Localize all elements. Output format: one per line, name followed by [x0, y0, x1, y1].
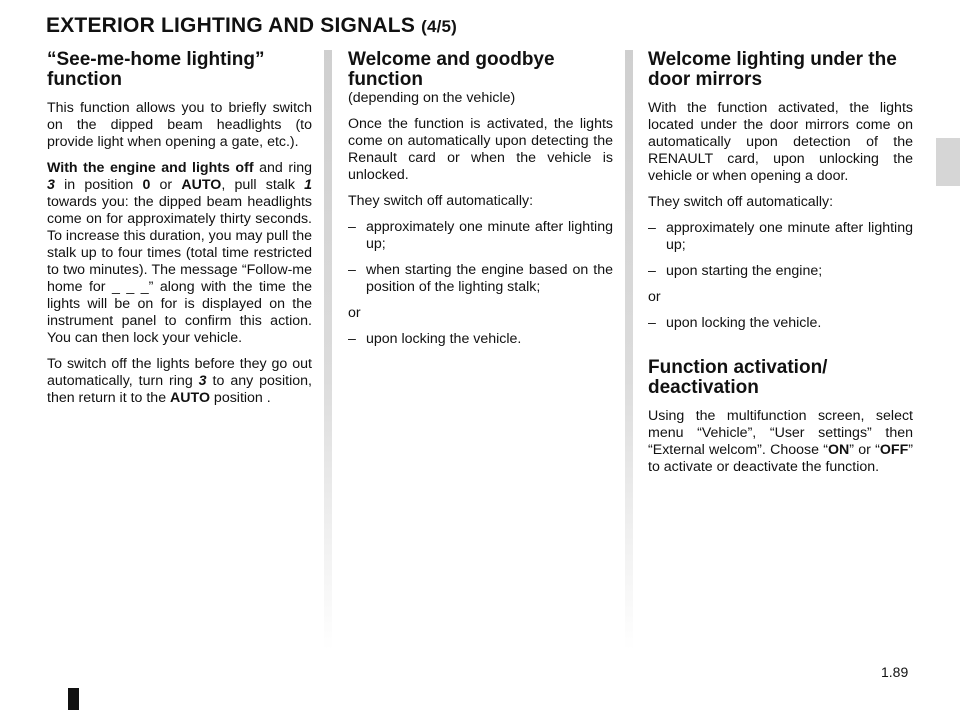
heading-mirror-lighting: Welcome lighting under the door mirrors — [648, 49, 897, 90]
position-auto: AUTO — [170, 390, 210, 406]
stalk-number: 1 — [304, 177, 313, 193]
see-me-home-instructions: With the engine and lights off and ring 3 in position 0 or AUTO, pull stalk 1 towards you: the dipped beam headlights come on for approximately thirty seconds. To increase this duration, you may pull the stalk up to four times (total time restricted to two minutes). The message “Follow-me home for _ _ _” along with the time the lights will be on for is displayed on the instrument panel to confirm this action. You can then lock your vehicle. — [47, 160, 313, 346]
option-off: OFF — [879, 442, 909, 458]
heading-welcome-goodbye: Welcome and goodbye function — [348, 49, 555, 90]
list-item: – upon locking the vehicle. — [348, 331, 613, 348]
position-zero: 0 — [142, 177, 151, 193]
ring-number: 3 — [198, 373, 207, 389]
option-on: ON — [827, 442, 850, 458]
position-auto: AUTO — [181, 177, 222, 193]
vehicle-dependency-note: (depending on the vehicle) — [348, 90, 516, 106]
engine-lights-off-text: With the engine and lights off — [47, 160, 254, 176]
section-tab — [936, 138, 960, 186]
list-item: – approximately one minute after lighting up; — [648, 220, 913, 254]
or-text: or — [348, 305, 361, 321]
page-part-indicator: (4/5) — [421, 17, 458, 36]
list-item: – approximately one minute after lighting up; — [348, 219, 613, 253]
or-text: or — [648, 289, 661, 305]
page-title — [46, 14, 457, 38]
page-number: 1.89 — [881, 664, 909, 680]
list-item: – upon locking the vehicle. — [648, 315, 913, 332]
switch-off-intro: They switch off automatically: — [648, 194, 834, 210]
list-item: – when starting the engine based on the position of the lighting stalk; — [348, 262, 613, 296]
heading-function-activation: Function activation/ deactivation — [648, 357, 828, 398]
page-title-text: EXTERIOR LIGHTING AND SIGNALS — [46, 14, 416, 37]
see-me-home-intro: This function allows you to briefly switch on the dipped beam headlights (to provide light when opening a gate, etc.). — [47, 100, 312, 150]
column-divider — [324, 50, 332, 650]
column-welcome-goodbye — [348, 50, 613, 357]
switch-off-intro: They switch off automatically: — [348, 193, 534, 209]
heading-see-me-home: “See-me-home lighting” function — [47, 49, 265, 90]
column-see-me-home — [47, 50, 312, 416]
welcome-goodbye-description: Once the function is activated, the lights come on automatically upon detecting the Renault card or when the vehicle is unlocked. — [348, 116, 613, 183]
activation-instructions: Using the multifunction screen, select menu “Vehicle”, “User settings” then “External welcom”. Choose “ON” or “OFF” to activate or deactivate the function. — [648, 408, 913, 475]
list-item: – upon starting the engine; — [648, 263, 913, 280]
column-divider — [625, 50, 633, 650]
mirror-lighting-description: With the function activated, the lights located under the door mirrors come on automatically upon detection of the RENAULT card, upon unlocking the vehicle or when opening a door. — [648, 100, 913, 184]
see-me-home-switch-off: To switch off the lights before they go out automatically, turn ring 3 to any position, then return it to the AUTO position . — [47, 356, 312, 406]
corner-mark — [68, 688, 79, 710]
column-mirror-lighting — [648, 50, 913, 485]
ring-number: 3 — [47, 177, 55, 193]
